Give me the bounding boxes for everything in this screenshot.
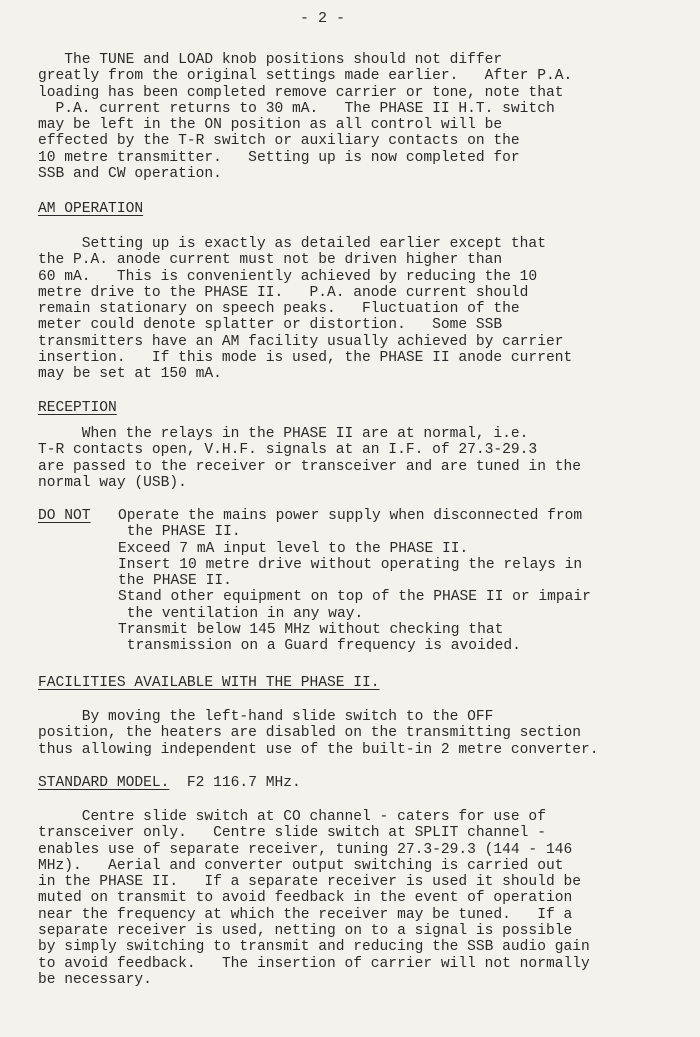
do-not-list [38, 508, 688, 655]
list-item: Insert 10 metre drive without operating the relays in [118, 556, 583, 573]
text-line: 10 metre transmitter. Setting up is now completed for [38, 149, 520, 166]
list-item: the ventilation in any way. [118, 605, 364, 622]
text-line: Setting up is exactly as detailed earlier except that [38, 236, 546, 252]
text-line: T-R contacts open, V.H.F. signals at an I.F. of 27.3-29.3 [38, 442, 538, 459]
list-item: Operate the mains power supply when disconnected from [118, 508, 583, 524]
text-line: may be set at 150 mA. [38, 366, 222, 383]
list-item: Stand other equipment on top of the PHASE II or impair [118, 589, 591, 606]
am-operation-section [38, 201, 688, 217]
text-line: enables use of separate receiver, tuning 27.3-29.3 (144 - 146 [38, 841, 573, 858]
standard-model-heading: STANDARD MODEL. [38, 775, 170, 791]
list-item: the PHASE II. [118, 573, 232, 590]
text-line: When the relays in the PHASE II are at normal, i.e. [38, 426, 529, 442]
text-line: to avoid feedback. The insertion of carrier will not normally [38, 955, 590, 972]
facilities-heading: FACILITIES AVAILABLE WITH THE PHASE II. [38, 675, 380, 691]
text-line: the P.A. anode current must not be driven higher than [38, 252, 503, 269]
facilities-section [38, 675, 688, 691]
text-line: Centre slide switch at CO channel - caters for use of [38, 809, 546, 825]
text-line: thus allowing independent use of the built-in 2 metre converter. [38, 741, 599, 758]
am-operation-paragraph [38, 236, 688, 383]
text-line: transmitters have an AM facility usually achieved by carrier [38, 333, 564, 350]
text-line: are passed to the receiver or transceiver and are tuned in the [38, 458, 581, 475]
list-item: the PHASE II. [118, 524, 241, 541]
text-line: greatly from the original settings made earlier. After P.A. [38, 68, 573, 85]
standard-model-frequency: F2 116.7 MHz. [169, 775, 301, 791]
am-operation-heading: AM OPERATION [38, 201, 144, 217]
text-line: meter could denote splatter or distortion. Some SSB [38, 317, 503, 334]
facilities-paragraph [38, 709, 688, 758]
list-item: transmission on a Guard frequency is avoided. [118, 638, 521, 655]
text-line: By moving the left-hand slide switch to the OFF [38, 709, 494, 725]
text-line: may be left in the ON position as all control will be [38, 117, 503, 134]
do-not-label: DO NOT [38, 508, 91, 524]
reception-section [38, 400, 688, 416]
text-line: in the PHASE II. If a separate receiver is used it should be [38, 874, 581, 891]
text-line: loading has been completed remove carrier or tone, note that [38, 84, 564, 101]
text-line: effected by the T-R switch or auxiliary contacts on the [38, 133, 520, 150]
list-item: Exceed 7 mA input level to the PHASE II. [118, 540, 469, 557]
text-line: be necessary. [38, 971, 152, 988]
do-not-items [118, 508, 688, 655]
text-line: by simply switching to transmit and reducing the SSB audio gain [38, 939, 590, 956]
standard-model-section [38, 775, 688, 791]
text-line: The TUNE and LOAD knob positions should not differ [38, 52, 503, 68]
text-line: near the frequency at which the receiver may be tuned. If a [38, 906, 573, 923]
page-number: - 2 - [300, 10, 346, 27]
text-line: P.A. current returns to 30 mA. The PHASE II H.T. switch [38, 100, 555, 117]
text-line: position, the heaters are disabled on the transmitting section [38, 725, 581, 742]
intro-paragraph [38, 52, 688, 182]
standard-model-paragraph [38, 809, 688, 988]
text-line: muted on transmit to avoid feedback in the event of operation [38, 890, 573, 907]
text-line: insertion. If this mode is used, the PHASE II anode current [38, 350, 573, 367]
text-line: separate receiver is used, netting on to a signal is possible [38, 923, 573, 940]
text-line: remain stationary on speech peaks. Fluctuation of the [38, 301, 520, 318]
text-line: transceiver only. Centre slide switch at SPLIT channel - [38, 825, 546, 842]
text-line: metre drive to the PHASE II. P.A. anode current should [38, 284, 529, 301]
text-line: 60 mA. This is conveniently achieved by reducing the 10 [38, 268, 538, 285]
text-line: MHz). Aerial and converter output switching is carried out [38, 857, 564, 874]
text-line: SSB and CW operation. [38, 166, 222, 183]
reception-heading: RECEPTION [38, 400, 117, 416]
text-line: normal way (USB). [38, 474, 187, 491]
list-item: Transmit below 145 MHz without checking that [118, 622, 504, 639]
reception-paragraph [38, 426, 688, 491]
